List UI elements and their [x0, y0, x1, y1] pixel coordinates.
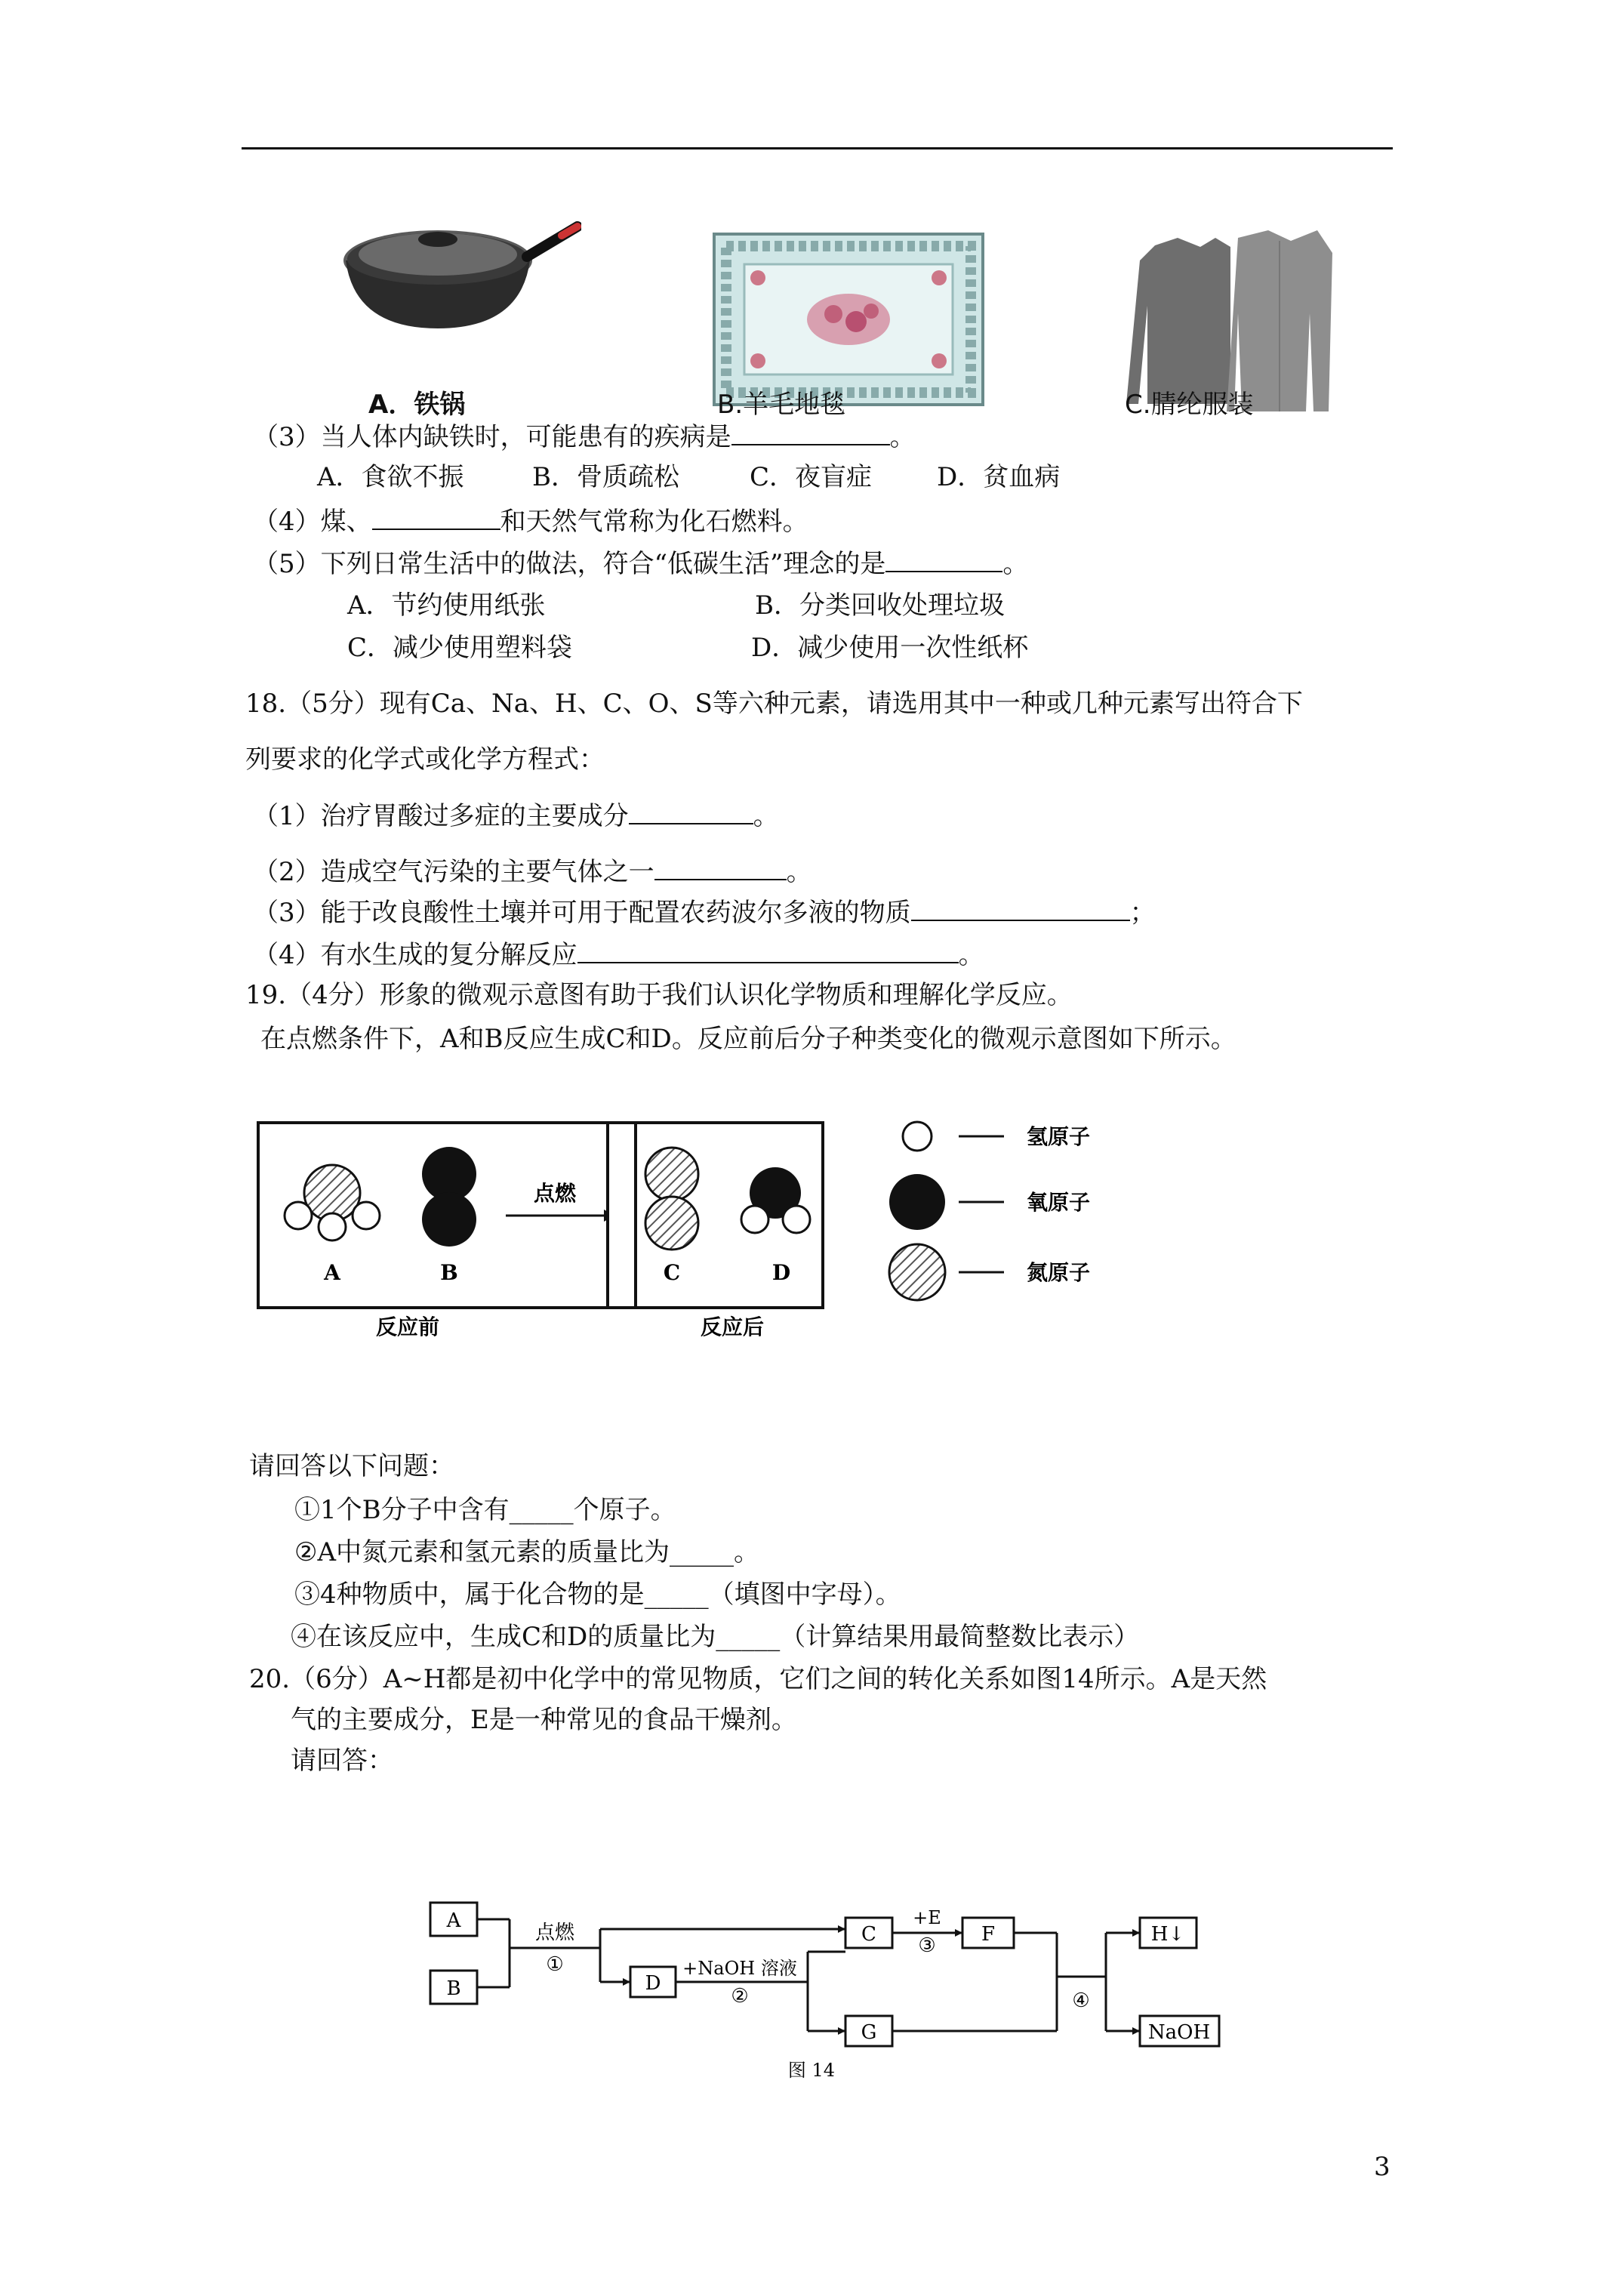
conversion-diagram — [415, 1888, 1253, 2091]
q18-intro-line2: 列要求的化学式或化学方程式： — [245, 744, 605, 775]
node-a: A — [446, 1909, 461, 1932]
image-caption-c: C.腈纶服装 — [1125, 390, 1254, 420]
label-step3: ③ — [918, 1934, 936, 1957]
molecule-diagram — [249, 1114, 1230, 1348]
q18-part3: （3）能于改良酸性土壤并可用于配置农药波尔多液的物质 ； — [253, 898, 1156, 928]
q18-intro-line1: 18.（5分）现有Ca、Na、H、C、O、S等六种元素，请选用其中一种或几种元素写出符合下 — [245, 689, 1303, 719]
nitrogen-atom-icon — [645, 1148, 698, 1200]
molecule-label-c: C — [663, 1260, 681, 1285]
q17-part5-option-a: A．节约使用纸张 — [347, 590, 546, 621]
molecule-label-a: A — [324, 1260, 340, 1285]
answer-blank[interactable] — [885, 548, 1002, 572]
answer-blank[interactable] — [731, 421, 890, 445]
node-d: D — [645, 1972, 661, 1995]
node-g: G — [861, 2021, 877, 2044]
carpet-icon — [713, 233, 984, 406]
molecule-label-b: B — [440, 1260, 458, 1285]
figure-caption: 图 14 — [787, 2060, 836, 2081]
q19-sub4: ④在该反应中，生成C和D的质量比为_____（计算结果用最简整数比表示） — [291, 1622, 1140, 1652]
q19-sub2: ②A中氮元素和氢元素的质量比为_____。 — [294, 1537, 760, 1567]
node-h: H↓ — [1150, 1923, 1185, 1946]
answer-blank[interactable] — [654, 856, 787, 880]
q17-part5-option-b: B．分类回收处理垃圾 — [755, 590, 1005, 621]
label-step2: ② — [731, 1985, 749, 2008]
q18-part2: （2）造成空气污染的主要气体之一 。 — [253, 857, 812, 887]
q19-prompt: 请回答以下问题： — [249, 1451, 454, 1481]
q17-part5-option-c: C．减少使用塑料袋 — [347, 633, 573, 663]
label-plus-e: +E — [913, 1907, 941, 1928]
q18-part4: （4）有水生成的复分解反应 。 — [253, 940, 984, 970]
node-b: B — [446, 1977, 461, 2000]
nitrogen-atom-icon — [645, 1197, 698, 1250]
page-number: 3 — [1374, 2152, 1390, 2182]
q19-sub3: ③4种物质中，属于化合物的是_____（填图中字母）。 — [294, 1579, 901, 1610]
q17-part4: （4）煤、 和天然气常称为化石燃料。 — [253, 507, 808, 537]
label-step1: ① — [546, 1953, 564, 1976]
q20-intro-line3: 请回答： — [291, 1746, 393, 1776]
answer-blank[interactable] — [911, 897, 1130, 921]
hydrogen-atom-icon — [783, 1206, 810, 1233]
q20-intro-line1: 20.（6分）A~H都是初中化学中的常见物质，它们之间的转化关系如图14所示。A是天然 — [249, 1664, 1267, 1694]
image-caption-b: B.羊毛地毯 — [717, 390, 846, 420]
q19-intro-line2: 在点燃条件下，A和B反应生成C和D。反应前后分子种类变化的微观示意图如下所示。 — [260, 1024, 1236, 1054]
answer-blank[interactable] — [629, 800, 753, 824]
molecule-label-d: D — [771, 1260, 791, 1285]
arrow-label: 点燃 — [533, 1181, 577, 1206]
legend-hydrogen-icon — [903, 1122, 932, 1151]
legend-hydrogen: 氢原子 — [1027, 1124, 1091, 1149]
label-naoh-solution: +NaOH 溶液 — [682, 1958, 797, 1979]
legend-nitrogen: 氮原子 — [1027, 1260, 1091, 1285]
answer-blank[interactable] — [577, 939, 959, 963]
legend-nitrogen-icon — [889, 1244, 945, 1300]
wok-icon — [340, 200, 581, 336]
before-label: 反应前 — [375, 1314, 440, 1339]
q17-part5: （5）下列日常生活中的做法，符合“低碳生活”理念的是 。 — [253, 549, 1029, 579]
q20-intro-line2: 气的主要成分，E是一种常见的食品干燥剂。 — [291, 1705, 797, 1735]
q19-intro-line1: 19.（4分）形象的微观示意图有助于我们认识化学物质和理解化学反应。 — [245, 980, 1073, 1010]
q18-part1: （1）治疗胃酸过多症的主要成分 。 — [253, 801, 779, 831]
answer-blank[interactable] — [372, 506, 500, 530]
legend-oxygen-icon — [889, 1174, 945, 1230]
q19-sub1: ①1个B分子中含有_____个原子。 — [294, 1495, 676, 1525]
legend-oxygen: 氧原子 — [1027, 1190, 1091, 1215]
after-label: 反应后 — [700, 1314, 765, 1339]
hydrogen-atom-icon — [319, 1213, 346, 1240]
node-f: F — [981, 1923, 996, 1946]
label-step4: ④ — [1072, 1989, 1090, 2012]
hydrogen-atom-icon — [741, 1206, 768, 1233]
q17-part5-option-d: D．减少使用一次性纸杯 — [751, 633, 1029, 663]
q17-part3-options: A．食欲不振 B．骨质疏松 C．夜盲症 D．贫血病 — [317, 462, 1061, 492]
q17-part3: （3）当人体内缺铁时，可能患有的疾病是 。 — [253, 422, 916, 452]
header-rule — [242, 147, 1393, 149]
oxygen-atom-icon — [422, 1192, 476, 1247]
hydrogen-atom-icon — [353, 1202, 380, 1229]
node-naoh: NaOH — [1147, 2021, 1211, 2044]
label-ignite: 点燃 — [534, 1922, 575, 1944]
node-c: C — [861, 1923, 876, 1946]
hydrogen-atom-icon — [285, 1202, 312, 1229]
image-caption-a: A．铁锅 — [368, 390, 466, 420]
